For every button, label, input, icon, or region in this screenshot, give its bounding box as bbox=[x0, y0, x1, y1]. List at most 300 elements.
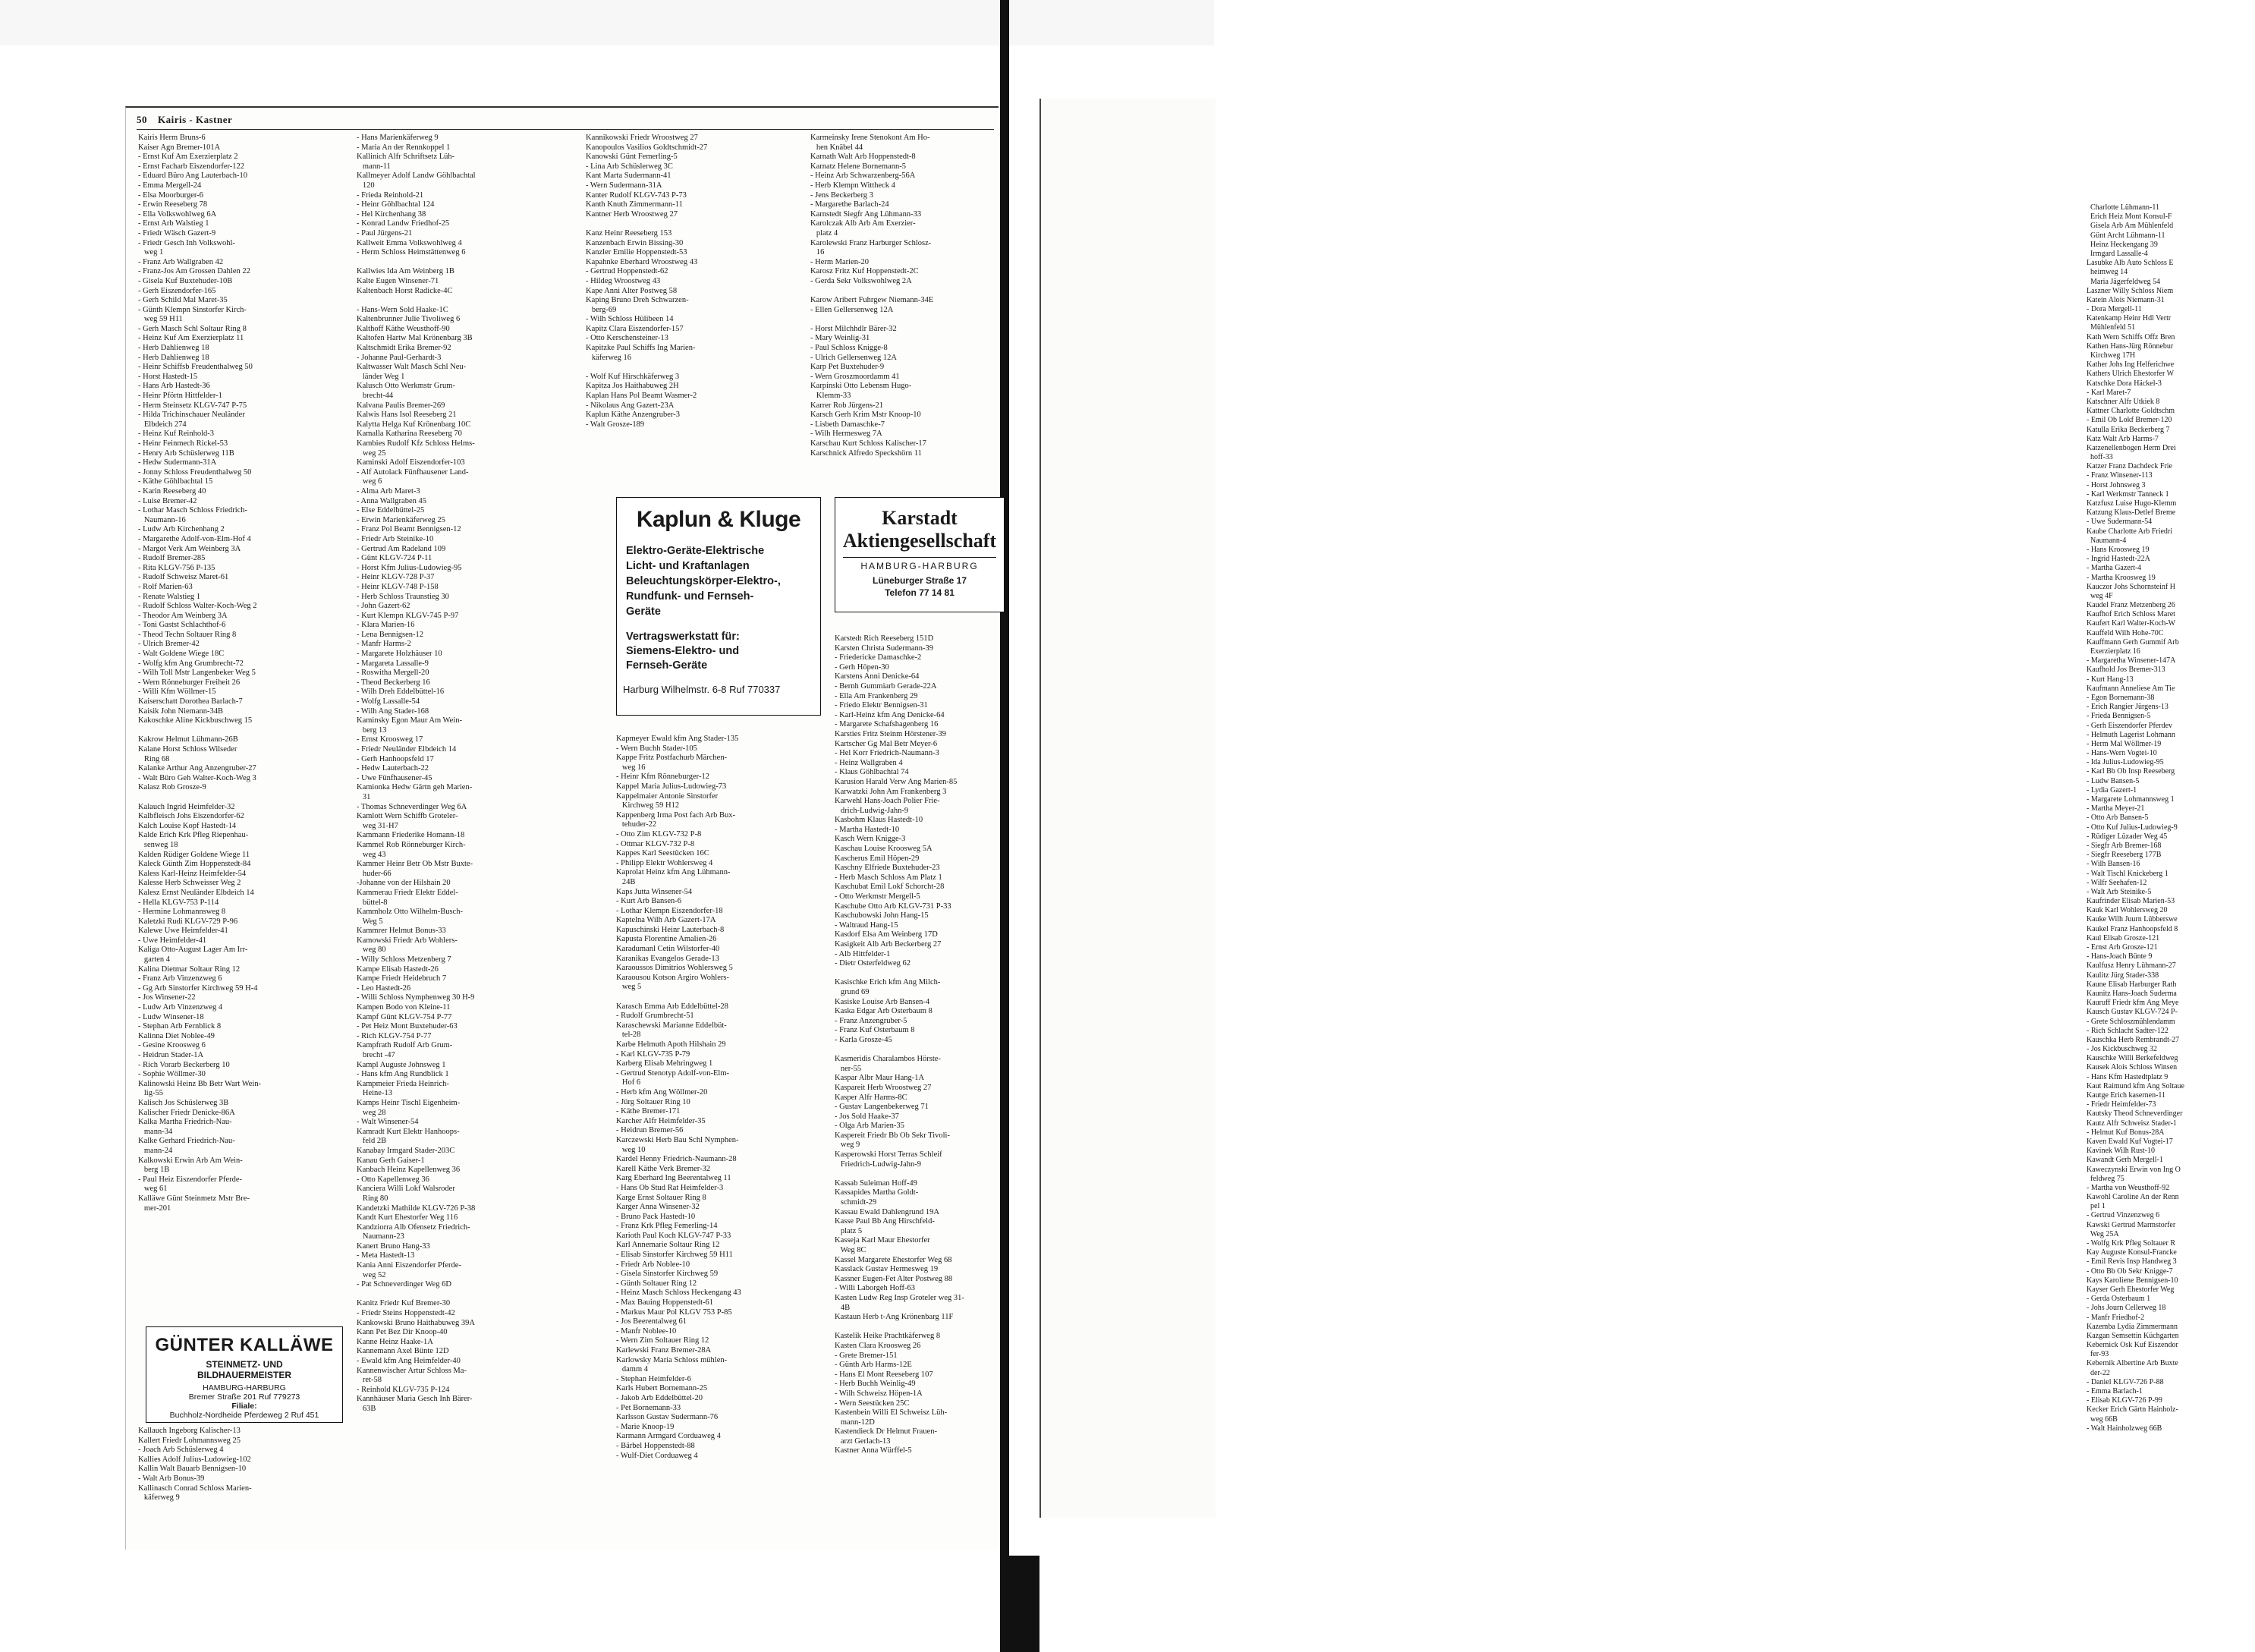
directory-entry: Kalthoff Käthe Weusthoff-90 bbox=[357, 324, 450, 333]
directory-entry: - Sophie Wöllmer-30 bbox=[138, 1070, 206, 1079]
directory-entry: - Friedericke Damaschke-2 bbox=[835, 653, 922, 662]
directory-entry: Kanau Gerh Gaiser-1 bbox=[357, 1156, 425, 1165]
directory-entry: - Philipp Elektr Wohlersweg 4 bbox=[616, 858, 713, 867]
directory-entry: feld 2B bbox=[357, 1137, 387, 1146]
directory-entry: Kalesse Herb Schweisser Weg 2 bbox=[138, 879, 241, 888]
kaplun-name: Kaplun & Kluge bbox=[636, 507, 801, 532]
directory-entry: Kandziorra Alb Ofensetz Friedrich- bbox=[357, 1222, 470, 1232]
directory-entry: Klemm-33 bbox=[810, 392, 851, 401]
directory-entry: Kanz Heinr Reeseberg 153 bbox=[586, 228, 672, 238]
directory-entry: - John Gazert-62 bbox=[357, 602, 410, 611]
column-4-lower bbox=[835, 634, 1000, 1545]
directory-entry: Maria Jägerfeldweg 54 bbox=[2087, 277, 2161, 286]
directory-entry: - Theod Beckerberg 16 bbox=[357, 678, 430, 687]
directory-entry: Kath Wern Schiffs Offz Bren bbox=[2087, 332, 2175, 341]
directory-entry: Kallies Adolf Julius-Ludowieg-102 bbox=[138, 1455, 251, 1464]
directory-entry: Kalte Eugen Winsener-71 bbox=[357, 276, 439, 285]
directory-entry: - Walt Goldene Wiege 18C bbox=[138, 650, 225, 659]
kaplun-service-line: Beleuchtungskörper-Elektro-, bbox=[626, 575, 781, 587]
directory-entry: Karioth Paul Koch KLGV-747 P-33 bbox=[616, 1231, 731, 1240]
directory-entry: Kasischke Erich kfm Ang Milch- bbox=[835, 978, 941, 987]
column-1-lower bbox=[138, 1427, 343, 1540]
kallaewe-line2: BILDHAUERMEISTER bbox=[197, 1370, 291, 1380]
directory-entry: - Wern Zim Soltauer Ring 12 bbox=[616, 1336, 709, 1345]
directory-entry: - Friedr Heimfelder-73 bbox=[2087, 1100, 2156, 1109]
directory-entry: Kakrow Helmut Lühmann-26B bbox=[138, 735, 238, 744]
directory-entry: - Hans El Mont Reeseberg 107 bbox=[835, 1370, 933, 1379]
directory-entry: - Hedw Sudermann-31A bbox=[138, 458, 217, 467]
directory-entry: Weg 25A bbox=[2087, 1229, 2119, 1238]
directory-entry: - Heinz Arb Schwarzenberg-56A bbox=[810, 171, 916, 181]
directory-entry: senweg 18 bbox=[138, 840, 178, 849]
directory-entry: Kaschubat Emil Lokf Schorcht-28 bbox=[835, 883, 945, 892]
directory-entry: - Günth Arb Harms-12E bbox=[835, 1361, 912, 1370]
directory-entry: Kaisik John Niemann-34B bbox=[138, 706, 223, 716]
directory-entry: Kamradt Kurt Elektr Hanhoops- bbox=[357, 1127, 460, 1136]
directory-entry: ret-58 bbox=[357, 1376, 382, 1385]
directory-entry: Kirchweg 59 H12 bbox=[616, 801, 680, 810]
directory-entry: - Else Eddelbüttel-25 bbox=[357, 506, 425, 515]
directory-entry: Kartscher Gg Mal Betr Meyer-6 bbox=[835, 739, 938, 748]
directory-entry: - Kurt Arb Bansen-6 bbox=[616, 897, 682, 906]
directory-entry: - Martha von Weusthoff-92 bbox=[2087, 1183, 2170, 1192]
directory-entry: - Margarethe Adolf-von-Elm-Hof 4 bbox=[138, 534, 251, 543]
directory-entry: - Herb kfm Ang Wöllmer-20 bbox=[616, 1087, 708, 1097]
directory-entry: - Willi Schloss Nymphenweg 30 H-9 bbox=[357, 993, 475, 1002]
directory-entry: Mühlenfeld 51 bbox=[2087, 323, 2136, 332]
directory-entry: Kawandt Gerh Mergell-1 bbox=[2087, 1156, 2163, 1165]
directory-entry: - Wilh Schloss Hülibeen 14 bbox=[586, 315, 674, 324]
directory-entry bbox=[835, 969, 1000, 979]
directory-entry: - Walt Winsener-54 bbox=[357, 1118, 419, 1127]
directory-entry: - Meta Hastedt-13 bbox=[357, 1251, 415, 1260]
directory-entry: - Emma Mergell-24 bbox=[138, 181, 202, 190]
directory-entry: Karnath Walt Arb Hoppenstedt-8 bbox=[810, 153, 916, 162]
directory-entry: Kapitza Jos Haithabuweg 2H bbox=[586, 382, 679, 391]
directory-entry: Kaplan Hans Pol Beamt Wasmer-2 bbox=[586, 392, 697, 401]
directory-entry: - Lothar Klempn Eiszendorfer-18 bbox=[616, 906, 723, 915]
directory-entry: Kallin Walt Bauarb Bennigsen-10 bbox=[138, 1465, 247, 1474]
directory-entry: - Mary Weinlig-31 bbox=[810, 334, 870, 343]
directory-entry: Kecker Erich Gärtn Hainholz- bbox=[2087, 1405, 2178, 1414]
directory-entry bbox=[357, 258, 561, 268]
directory-entry: - Heinr KLGV-748 P-158 bbox=[357, 582, 439, 591]
directory-entry: - Dietr Osterfeldweg 62 bbox=[835, 959, 911, 968]
directory-entry: - Franz Pol Beamt Bennigsen-12 bbox=[357, 525, 461, 534]
directory-entry: Naumann-4 bbox=[2087, 536, 2127, 545]
directory-entry: Kammrer Helmut Bonus-33 bbox=[357, 927, 446, 936]
directory-entry: - Walt Büro Geh Walter-Koch-Weg 3 bbox=[138, 773, 256, 782]
directory-entry: Kannhäuser Maria Gesch Inh Bärer- bbox=[357, 1395, 473, 1404]
directory-entry: Kaschau Louise Kroosweg 5A bbox=[835, 845, 933, 854]
directory-entry: - Franz Krk Pfleg Femerling-14 bbox=[616, 1222, 718, 1231]
directory-entry bbox=[586, 363, 791, 373]
kaplun-service-line: Licht- und Kraftanlagen bbox=[626, 560, 750, 572]
directory-entry: - Kurt Klempn KLGV-745 P-97 bbox=[357, 611, 459, 620]
directory-entry: - Walt Arb Bonus-39 bbox=[138, 1474, 205, 1483]
directory-entry: Karstedt Rich Reeseberg 151D bbox=[835, 634, 934, 643]
directory-entry: - Jens Beckerberg 3 bbox=[810, 190, 873, 200]
directory-entry: - Margarethe Barlach-24 bbox=[810, 200, 889, 209]
directory-entry: - Franz Kuf Osterbaum 8 bbox=[835, 1026, 915, 1035]
directory-entry: - Jakob Arb Eddelbüttel-20 bbox=[616, 1393, 703, 1402]
scan-margin bbox=[0, 0, 1214, 46]
directory-entry: Karlewski Franz Bremer-28A bbox=[616, 1346, 712, 1355]
directory-entry: Ring 80 bbox=[357, 1194, 388, 1203]
directory-entry: Kauczor Johs Schornsteinf H bbox=[2087, 582, 2175, 591]
directory-entry: Karpinski Otto Lebensm Hugo- bbox=[810, 382, 912, 391]
directory-entry: Kasse Paul Bb Ang Hirschfeld- bbox=[835, 1217, 935, 1226]
directory-entry: Kaspereit Friedr Bb Ob Sekr Tivoli- bbox=[835, 1131, 950, 1140]
directory-entry: Kasseja Karl Maur Ehestorfer bbox=[835, 1236, 930, 1245]
directory-entry: Kamalla Katharina Reeseberg 70 bbox=[357, 430, 462, 439]
directory-entry: Kasten Ludw Reg Insp Groteler weg 31- bbox=[835, 1293, 964, 1302]
directory-entry: Kastner Anna Würffel-5 bbox=[835, 1446, 912, 1455]
directory-entry: Kaplun Käthe Anzengruber-3 bbox=[586, 411, 680, 420]
directory-entry: Kaschubowski John Hang-15 bbox=[835, 911, 929, 920]
directory-entry: Kalesz Ernst Neuländer Elbdeich 14 bbox=[138, 888, 254, 897]
directory-entry: - Otto Kerschensteiner-13 bbox=[586, 334, 668, 343]
directory-entry: mann-12D bbox=[835, 1418, 875, 1427]
directory-entry: - Friedr Arb Noblee-10 bbox=[616, 1260, 690, 1269]
directory-entry: - Grete Schloszmühlendamm bbox=[2087, 1017, 2175, 1026]
directory-entry: Kamionka Hedw Gärtn geh Marien- bbox=[357, 783, 473, 792]
directory-entry: weg 1 bbox=[138, 248, 164, 257]
directory-entry: - Herb Dahlienweg 18 bbox=[138, 344, 209, 353]
directory-entry: Kaul Elisab Grosze-121 bbox=[2087, 933, 2160, 942]
directory-entry: - Ernst Arb Grosze-121 bbox=[2087, 943, 2158, 952]
directory-entry: - Daniel KLGV-726 P-88 bbox=[2087, 1377, 2164, 1386]
directory-entry: - Ludw Arb Vinzenzweg 4 bbox=[138, 1003, 223, 1012]
directory-entry: Kampfrath Rudolf Arb Grum- bbox=[357, 1041, 453, 1050]
directory-entry: weg 25 bbox=[357, 448, 386, 458]
directory-entry: - Herm Mal Wöllmer-19 bbox=[2087, 739, 2162, 748]
directory-entry: - Margareta Lassalle-9 bbox=[357, 659, 429, 668]
directory-entry: mann-34 bbox=[138, 1127, 173, 1136]
directory-entry: - Otto Zim KLGV-732 P-8 bbox=[616, 829, 702, 839]
directory-entry: Kaufmann Anneliese Am Tie bbox=[2087, 684, 2175, 693]
directory-entry: - Hans-Joach Bünte 9 bbox=[2087, 952, 2153, 961]
directory-entry: Kaukel Franz Hanhoopsfeld 8 bbox=[2087, 924, 2178, 933]
directory-entry: Kannenwischer Artur Schloss Ma- bbox=[357, 1366, 467, 1375]
column-3-lower bbox=[616, 735, 817, 1539]
directory-entry: - Johanne Paul-Gerhardt-3 bbox=[357, 353, 442, 362]
binding-edge bbox=[1000, 0, 1009, 1652]
directory-entry: Kapitz Clara Eiszendorfer-157 bbox=[586, 324, 684, 333]
kallaewe-branch-label: Filiale: bbox=[231, 1402, 257, 1411]
directory-entry: - Jürg Soltauer Ring 10 bbox=[616, 1097, 690, 1106]
directory-entry: weg 4F bbox=[2087, 591, 2113, 600]
directory-entry: - Herm Steinsetz KLGV-747 P-75 bbox=[138, 401, 247, 410]
directory-entry: - Gerda Osterbaum 1 bbox=[2087, 1295, 2151, 1304]
directory-entry: Kanth Knuth Zimmermann-11 bbox=[586, 200, 683, 209]
directory-entry: Kaschny Elfriede Buxtehuder-23 bbox=[835, 864, 940, 873]
directory-entry: - Erwin Marienkäferweg 25 bbox=[357, 515, 445, 524]
directory-entry: -Johanne von der Hilshain 20 bbox=[357, 879, 451, 888]
directory-entry: hen Knäbel 44 bbox=[810, 143, 863, 152]
directory-entry: - Ella Volkswohlweg 6A bbox=[138, 209, 217, 219]
directory-entry: Kautsky Theod Schneverdinger bbox=[2087, 1109, 2183, 1119]
directory-entry: ner-55 bbox=[835, 1064, 862, 1073]
directory-entry: Kankowski Bruno Haithabuweg 39A bbox=[357, 1318, 476, 1327]
directory-entry: Kaminsky Egon Maur Am Wein- bbox=[357, 716, 462, 725]
kallaewe-branch: Buchholz-Nordheide Pferdeweg 2 Ruf 451 bbox=[169, 1411, 319, 1420]
directory-entry: Karnstedt Siegfr Ang Lühmann-33 bbox=[810, 209, 922, 219]
directory-entry: Kaltschmidt Erika Bremer-92 bbox=[357, 344, 451, 353]
directory-entry: - Bärbel Hoppenstedt-88 bbox=[616, 1441, 695, 1450]
directory-entry: Kalvana Paulis Bremer-269 bbox=[357, 401, 445, 410]
directory-entry: Kastenbein Willi El Schweisz Lüh- bbox=[835, 1408, 948, 1418]
directory-entry: Kather Johs Ing Helferichwe bbox=[2087, 360, 2175, 370]
directory-entry: - Frieda Bennigsen-5 bbox=[2087, 712, 2151, 721]
directory-entry: Kaulitz Jürg Stader-338 bbox=[2087, 971, 2159, 980]
directory-entry: Katz Walt Arb Harms-7 bbox=[2087, 434, 2159, 443]
directory-entry: - Maria An der Rennkoppel 1 bbox=[357, 143, 451, 152]
directory-entry: - Friedr Wäsch Gazert-9 bbox=[138, 228, 216, 238]
directory-entry: Kanopoulos Vasilios Goldtschmidt-27 bbox=[586, 143, 708, 152]
directory-entry: - Martha Gazert-4 bbox=[2087, 564, 2142, 573]
directory-entry: - Pet Heiz Mont Buxtehuder-63 bbox=[357, 1022, 458, 1031]
directory-entry: Kausek Alois Schloss Winsen bbox=[2087, 1063, 2178, 1072]
kaplun-services bbox=[626, 543, 820, 619]
directory-entry: weg 80 bbox=[357, 946, 386, 955]
directory-entry: Kaltenbach Horst Radicke-4C bbox=[357, 286, 453, 295]
directory-entry: - Gerh Höpen-30 bbox=[835, 662, 889, 672]
directory-entry: - Ulrich Gellersenweg 12A bbox=[810, 353, 898, 362]
directory-entry: Kampe Friedr Heidebruch 7 bbox=[357, 974, 447, 983]
directory-entry: - Franz Arb Wallgraben 42 bbox=[138, 257, 224, 266]
directory-entry: - Wilh Hermesweg 7A bbox=[810, 430, 882, 439]
directory-entry: Karosz Fritz Kuf Hoppenstedt-2C bbox=[810, 267, 919, 276]
directory-entry: - Heidrun Stader-1A bbox=[138, 1051, 204, 1059]
directory-entry: Kascherus Emil Höpen-29 bbox=[835, 854, 920, 863]
directory-entry: - Rudolf Schweisz Maret-61 bbox=[138, 573, 229, 582]
directory-entry: Kaleck Günth Zim Hoppenstedt-84 bbox=[138, 860, 251, 869]
directory-entry: - Gustav Langenbekerweg 71 bbox=[835, 1103, 929, 1112]
directory-entry: - Friedo Elektr Bennigsen-31 bbox=[835, 701, 928, 710]
directory-entry: - Hel Korr Friedrich-Naumann-3 bbox=[835, 749, 939, 758]
directory-entry: - Heinr Göhlbachtal 124 bbox=[357, 200, 435, 209]
kallaewe-address: Bremer Straße 201 Ruf 779273 bbox=[188, 1392, 300, 1402]
directory-entry: Kanabay Irmgard Stader-203C bbox=[357, 1146, 455, 1155]
directory-entry: Karger Anna Winsener-32 bbox=[616, 1203, 700, 1212]
directory-entry: Kautz Alfr Schweisz Stader-1 bbox=[2087, 1119, 2177, 1128]
directory-entry: Kasigkeit Alb Arb Beckerberg 27 bbox=[835, 940, 942, 949]
directory-entry: Kaps Jutta Winsener-54 bbox=[616, 887, 693, 896]
directory-entry: weg 10 bbox=[616, 1145, 646, 1154]
directory-entry: - Johs Journ Cellerweg 18 bbox=[2087, 1304, 2166, 1313]
directory-entry: - Margarete Holzhäuser 10 bbox=[357, 650, 442, 659]
directory-entry: - Helmuth Lagerist Lohmann bbox=[2087, 730, 2175, 739]
directory-entry: Karow Aribert Fuhrgew Niemann-34E bbox=[810, 296, 934, 305]
directory-entry: Kallinasch Conrad Schloss Marien- bbox=[138, 1484, 252, 1493]
directory-entry: - Wern Groszmoordamm 41 bbox=[810, 372, 900, 381]
directory-entry: Kalinna Diet Noblee-49 bbox=[138, 1031, 215, 1040]
directory-entry: Kanitz Friedr Kuf Bremer-30 bbox=[357, 1299, 451, 1308]
directory-entry: - Ella Am Frankenberg 29 bbox=[835, 691, 918, 700]
directory-entry: Karadumanl Cetin Wilstorfer-40 bbox=[616, 945, 720, 954]
directory-entry: - Herb Buchh Weinlig-49 bbox=[835, 1380, 916, 1389]
directory-entry: - Otto Kuf Julius-Ludowieg-9 bbox=[2087, 823, 2178, 832]
directory-entry: - Wilh Schweisz Höpen-1A bbox=[835, 1389, 923, 1398]
directory-entry bbox=[357, 1290, 561, 1300]
directory-entry: Weg 5 bbox=[357, 917, 383, 926]
directory-entry: - Theod Techn Soltauer Ring 8 bbox=[138, 630, 237, 639]
directory-entry bbox=[357, 296, 561, 306]
directory-entry: Kalanke Arthur Ang Anzengruber-27 bbox=[138, 764, 256, 773]
directory-entry: - Lena Bennigsen-12 bbox=[357, 630, 424, 639]
directory-entry: Kaiserschatt Dorothea Barlach-7 bbox=[138, 697, 243, 706]
directory-entry: - Heinr Kfm Rönneburger-12 bbox=[616, 773, 709, 782]
directory-entry: Kant Marta Sudermann-41 bbox=[586, 171, 671, 181]
directory-entry: - Lina Arb Schüslerweg 3C bbox=[586, 162, 673, 171]
directory-entry: Kawski Gertrud Marmstorfer bbox=[2087, 1220, 2176, 1229]
directory-entry: - Otto Arb Bansen-5 bbox=[2087, 813, 2149, 823]
directory-entry: Kappenberg Irma Post fach Arb Bux- bbox=[616, 810, 735, 820]
directory-entry: - Willi Kfm Wöllmer-15 bbox=[138, 688, 216, 697]
directory-entry: - Jos Sold Haake-37 bbox=[835, 1112, 899, 1121]
directory-entry: Kaune Elisab Harburger Rath bbox=[2087, 980, 2177, 989]
directory-entry: - Uwe Sudermann-54 bbox=[2087, 518, 2153, 527]
directory-entry: - Wilh Toll Mstr Langenbeker Weg 5 bbox=[138, 669, 256, 678]
directory-entry: berg-69 bbox=[586, 305, 617, 314]
directory-entry: Kauke Wilh Juurn Lübberswe bbox=[2087, 915, 2178, 924]
directory-entry: weg 43 bbox=[357, 850, 386, 859]
directory-entry: Kasch Wern Knigge-3 bbox=[835, 835, 906, 844]
directory-entry: Kaltenbrunner Julie Tivoliweg 6 bbox=[357, 315, 461, 324]
directory-entry: - Günt KLGV-724 P-11 bbox=[357, 554, 432, 563]
directory-entry: Kampf Günt KLGV-754 P-77 bbox=[357, 1012, 452, 1021]
directory-entry: 16 bbox=[810, 248, 825, 257]
directory-entry: - Luise Bremer-42 bbox=[138, 496, 197, 505]
directory-entry: - Gg Arb Sinstorfer Kirchweg 59 H-4 bbox=[138, 983, 258, 993]
directory-entry: - Walt Grosze-189 bbox=[586, 420, 645, 429]
directory-entry: - Grete Bremer-151 bbox=[835, 1351, 898, 1360]
directory-entry: Weg 8C bbox=[835, 1246, 866, 1254]
directory-entry: Kalewe Uwe Heimfelder-41 bbox=[138, 927, 228, 936]
directory-entry: - Hilda Trichinschauer Neuländer bbox=[138, 411, 245, 420]
directory-entry: - Ernst Arb Walstieg 1 bbox=[138, 219, 209, 228]
directory-entry: - Martha Kroosweg 19 bbox=[2087, 573, 2156, 582]
directory-entry: - Erwin Reeseberg 78 bbox=[138, 200, 208, 209]
directory-entry: Kapitzke Paul Schiffs Ing Marien- bbox=[586, 344, 696, 353]
directory-entry: - Nikolaus Ang Gazert-23A bbox=[586, 401, 675, 410]
directory-entry: Kania Anni Eiszendorfer Pferde- bbox=[357, 1261, 461, 1270]
directory-entry: Kannemann Axel Bünte 12D bbox=[357, 1347, 449, 1356]
directory-entry: Kampmeier Frieda Heinrich- bbox=[357, 1079, 449, 1088]
directory-entry bbox=[138, 793, 343, 803]
directory-entry: Karberg Elisab Mehringweg 1 bbox=[616, 1059, 713, 1068]
directory-entry: Kebernik Albertine Arb Buxte bbox=[2087, 1359, 2178, 1368]
directory-entry: - Otto Kapellenweg 36 bbox=[357, 1175, 429, 1184]
directory-entry: fer-93 bbox=[2087, 1350, 2109, 1359]
directory-entry: Kamps Heinr Tischl Eigenheim- bbox=[357, 1098, 461, 1107]
directory-entry: Kauschka Herb Rembrandt-27 bbox=[2087, 1035, 2180, 1044]
kallaewe-advertisement bbox=[146, 1326, 343, 1423]
karstadt-city: HAMBURG-HARBURG bbox=[843, 557, 996, 571]
directory-entry: - Marie Knoop-19 bbox=[616, 1422, 675, 1431]
directory-entry: - Toni Gastst Schlachthof-6 bbox=[138, 621, 226, 630]
directory-entry: Kappes Karl Seestücken 16C bbox=[616, 849, 709, 858]
directory-entry: Kallweit Emma Volkswohlweg 4 bbox=[357, 238, 462, 247]
directory-entry: schmidt-29 bbox=[835, 1198, 877, 1207]
directory-entry: - Karin Reeseberg 40 bbox=[138, 486, 206, 496]
directory-entry: - Martha Hastedt-10 bbox=[835, 825, 900, 834]
directory-entry: - Hans Ob Stud Rat Heimfelder-3 bbox=[616, 1183, 724, 1192]
directory-entry: - Gerh Eiszendorfer-165 bbox=[138, 286, 216, 295]
directory-entry: - Karl Maret-7 bbox=[2087, 388, 2131, 397]
directory-entry: huder-66 bbox=[357, 869, 392, 878]
directory-entry: - Dora Mergell-11 bbox=[2087, 305, 2142, 314]
directory-entry: Kampe Elisab Hastedt-26 bbox=[357, 964, 439, 974]
directory-entry: - Heinz Kuf Reinhold-3 bbox=[138, 430, 215, 439]
directory-entry: Karwatzki John Am Frankenberg 3 bbox=[835, 787, 947, 796]
directory-entry: - Willi Laborgeh Hoff-63 bbox=[835, 1284, 916, 1293]
directory-entry bbox=[138, 726, 343, 736]
directory-entry: - Paul Jürgens-21 bbox=[357, 228, 413, 238]
directory-entry: - Willy Schloss Metzenberg 7 bbox=[357, 955, 451, 964]
directory-entry: pel 1 bbox=[2087, 1202, 2106, 1211]
directory-entry: Kauschke Willi Berkefeldweg bbox=[2087, 1054, 2178, 1063]
directory-entry: Karaousou Kotson Argiro Wohlers- bbox=[616, 973, 729, 982]
directory-entry: - Gertrud Hoppenstedt-62 bbox=[586, 267, 668, 276]
directory-entry: Kaut Raimund kfm Ang Soltaue bbox=[2087, 1081, 2184, 1090]
directory-entry: hoff-33 bbox=[2087, 453, 2113, 462]
directory-entry: Kalisch Jos Schüslerweg 3B bbox=[138, 1098, 229, 1107]
directory-entry: - Heinr Pförtn Hittfelder-1 bbox=[138, 392, 222, 401]
directory-entry: Kakoschke Aline Kickbuschweg 15 bbox=[138, 716, 253, 725]
directory-entry: Kandetzki Mathilde KLGV-726 P-38 bbox=[357, 1204, 476, 1213]
page-header bbox=[137, 114, 994, 130]
directory-entry: Kandt Kurt Ehestorfer Weg 116 bbox=[357, 1213, 458, 1222]
directory-entry: Kallauch Ingeborg Kalischer-13 bbox=[138, 1427, 241, 1435]
directory-entry: Kammholz Otto Wilhelm-Busch- bbox=[357, 908, 463, 917]
directory-entry: Karnatz Helene Bornemann-5 bbox=[810, 162, 906, 171]
directory-entry: - Hans-Wern Sold Haake-1C bbox=[357, 305, 448, 314]
directory-entry: Kalasz Rob Grosze-9 bbox=[138, 783, 206, 792]
directory-entry: - Henry Arb Schüslerweg 11B bbox=[138, 448, 234, 458]
kaplun-service-line: Geräte bbox=[626, 606, 661, 618]
directory-entry: 120 bbox=[357, 181, 375, 190]
directory-entry: Charlotte Lühmann-11 bbox=[2087, 203, 2159, 212]
directory-entry: Karczewski Herb Bau Schl Nymphen- bbox=[616, 1135, 739, 1144]
directory-entry: Kawohl Caroline An der Renn bbox=[2087, 1193, 2179, 1202]
directory-entry bbox=[586, 219, 791, 229]
directory-entry: Kasmeridis Charalambos Hörste- bbox=[835, 1055, 941, 1064]
karstadt-company-type: Aktiengesellschaft bbox=[842, 530, 997, 552]
directory-entry: Kaiser Agn Bremer-101A bbox=[138, 143, 221, 152]
directory-entry: weg 66B bbox=[2087, 1414, 2118, 1424]
directory-entry: Katschner Alfr Utkiek 8 bbox=[2087, 397, 2160, 406]
directory-entry: Kammel Rob Rönneburger Kirch- bbox=[357, 840, 466, 849]
directory-entry: - Ernst Facharb Eiszendorfer-122 bbox=[138, 162, 245, 171]
directory-entry: - Heinr Feinmech Rickel-53 bbox=[138, 439, 228, 448]
directory-entry: - Hel Kirchenhang 38 bbox=[357, 209, 426, 219]
directory-entry: Kalytta Helga Kuf Krönenbarg 10C bbox=[357, 420, 471, 429]
directory-entry: 63B bbox=[357, 1404, 376, 1413]
directory-entry: Hof 6 bbox=[616, 1078, 641, 1087]
directory-entry: - Rudolf Grumbrecht-51 bbox=[616, 1012, 694, 1021]
directory-entry: Karrer Rob Jürgens-21 bbox=[810, 401, 884, 410]
directory-entry: - Olga Arb Marien-35 bbox=[835, 1122, 904, 1131]
directory-entry: Kamowski Friedr Arb Wohlers- bbox=[357, 936, 458, 945]
directory-entry: - Anna Wallgraben 45 bbox=[357, 496, 426, 505]
directory-entry: - Karl Werkmstr Tanneck 1 bbox=[2087, 489, 2169, 499]
directory-entry: - Wern Rönneburger Freiheit 26 bbox=[138, 678, 241, 687]
directory-entry bbox=[810, 287, 1000, 297]
directory-entry: Kalusch Otto Werkmstr Grum- bbox=[357, 382, 455, 391]
directory-entry: - Hella KLGV-753 P-114 bbox=[138, 898, 219, 907]
